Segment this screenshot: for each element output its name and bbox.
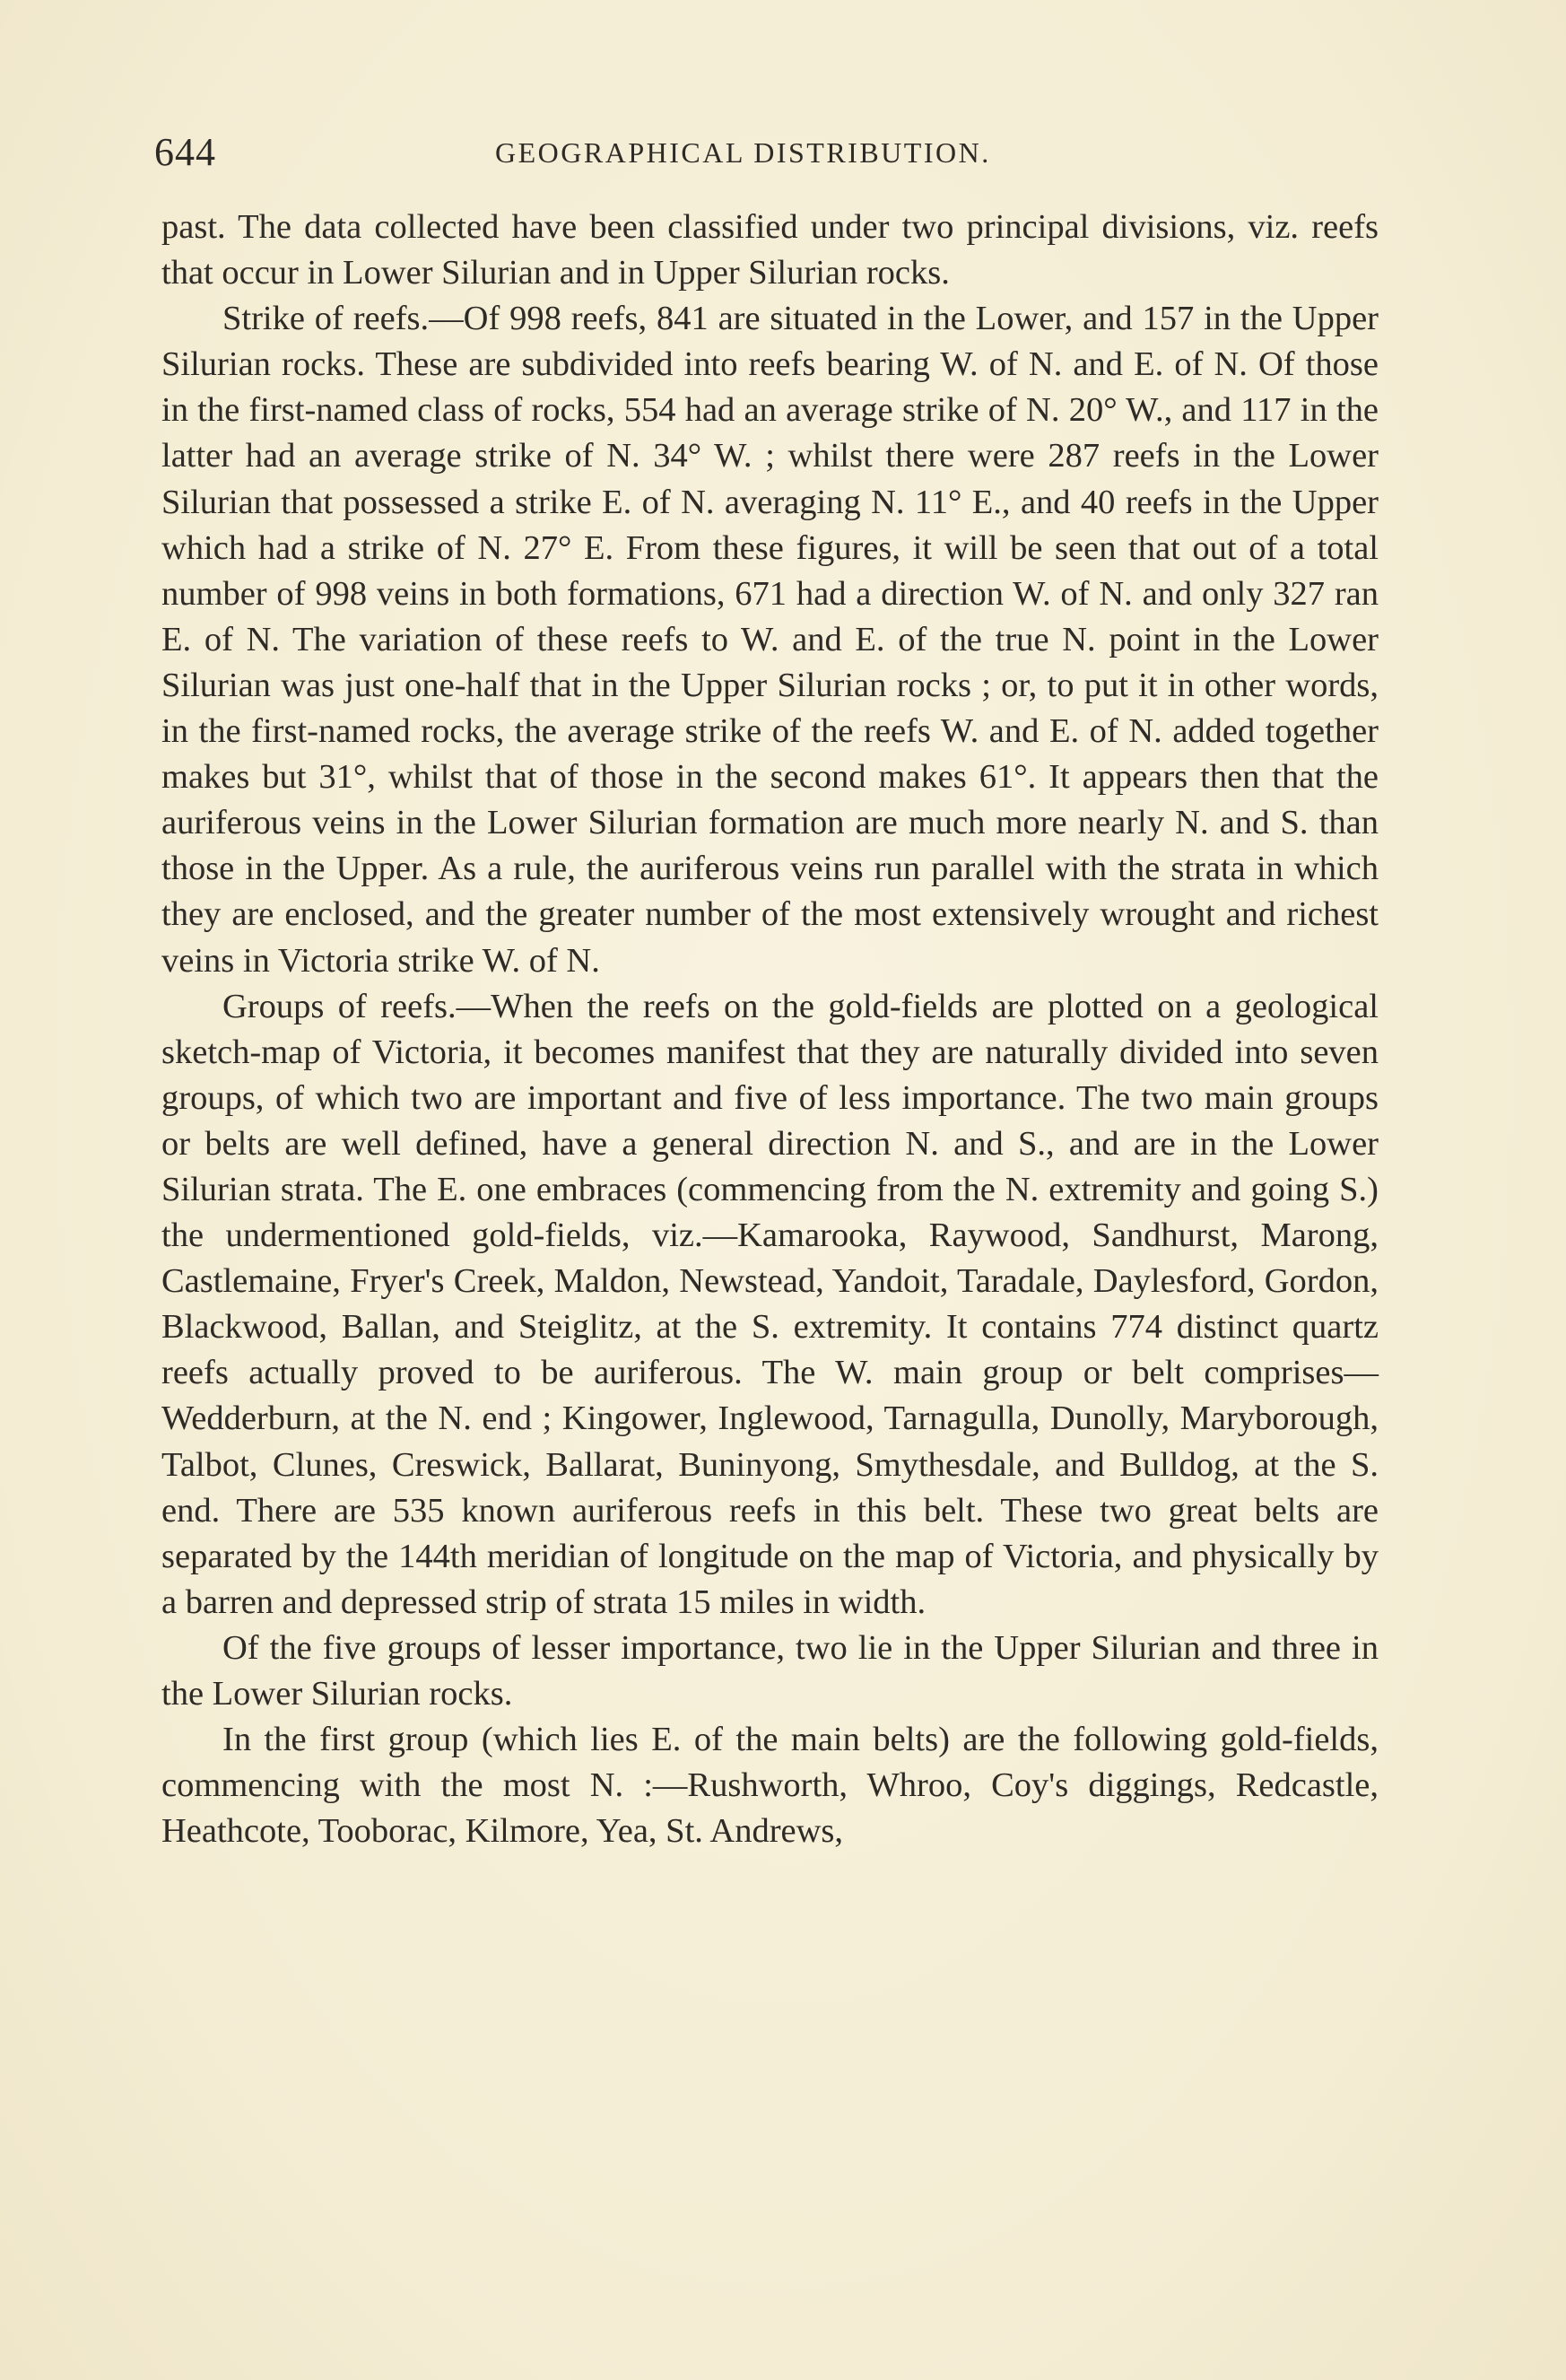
page-number: 644 [154,130,216,174]
paragraph-first-group: In the first group (which lies E. of the main belts) are the following gold-fields, commencing with the most N. :—Rushworth, Whroo, Coy's diggings, Redcastle, Heathcote, Tooborac, Kilmore, Yea, St. Andrews, [161,1721,1379,1851]
body-text [161,205,1379,1854]
paragraph-strike-of-reefs: Strike of reefs.—Of 998 reefs, 841 are situated in the Lower, and 157 in the Upper Silurian rocks. These are subdivided into reefs bearing W. of N. and E. of N. Of those in the first-named class of rocks, 554 had an average strike of N. 20° W., and 117 in the latter had an average strike of N. 34° W. ; whilst there were 287 reefs in the Lower Silurian that possessed a strike E. of N. averaging N. 11° E., and 40 reefs in the Upper which had a strike of N. 27° E. From these figures, it will be seen that out of a total number of 998 veins in both formations, 671 had a direction W. of N. and only 327 ran E. of N. The variation of these reefs to W. and E. of the true N. point in the Lower Silurian was just one-half that in the Upper Silurian rocks ; or, to put it in other words, in the first-named rocks, the average strike of the reefs W. and E. of N. added together makes but 31°, whilst that of those in the second makes 61°. It appears then that the auriferous veins in the Lower Silurian formation are much more nearly N. and S. than those in the Upper. As a rule, the auriferous veins run parallel with the strata in which they are enclosed, and the greater number of the most extensively wrought and richest veins in Victoria strike W. of N. [161,300,1379,980]
paragraph-groups-of-reefs: Groups of reefs.—When the reefs on the gold-fields are plotted on a geological sketch-map of Victoria, it becomes manifest that they are naturally divided into seven groups, of which two are important and five of less importance. The two main groups or belts are well defined, have a general direction N. and S., and are in the Lower Silurian strata. The E. one embraces (commencing from the N. extremity and going S.) the undermentioned gold-fields, viz.—Kamarooka, Raywood, Sandhurst, Marong, Castlemaine, Fryer's Creek, Maldon, Newstead, Yandoit, Taradale, Daylesford, Gordon, Blackwood, Ballan, and Steiglitz, at the S. extremity. It contains 774 distinct quartz reefs actually proved to be auriferous. The W. main group or belt comprises—Wedderburn, at the N. end ; Kingower, Inglewood, Tarnagulla, Dunolly, Maryborough, Talbot, Clunes, Creswick, Ballarat, Buninyong, Smythesdale, and Bulldog, at the S. end. There are 535 known auriferous reefs in this belt. These two great belts are separated by the 144th meridian of longitude on the map of Victoria, and physically by a barren and depressed strip of strata 15 miles in width. [161,987,1379,1621]
paragraph-continued: past. The data collected have been classified under two principal divisions, viz. reefs that occur in Lower Silurian and in Upper Silurian rocks. [161,208,1379,292]
paragraph-lesser-groups: Of the five groups of lesser importance, two lie in the Upper Silurian and three in the Lower Silurian rocks. [161,1628,1379,1713]
running-title: GEOGRAPHICAL DISTRIBUTION. [495,136,991,169]
page-header [154,126,1392,179]
